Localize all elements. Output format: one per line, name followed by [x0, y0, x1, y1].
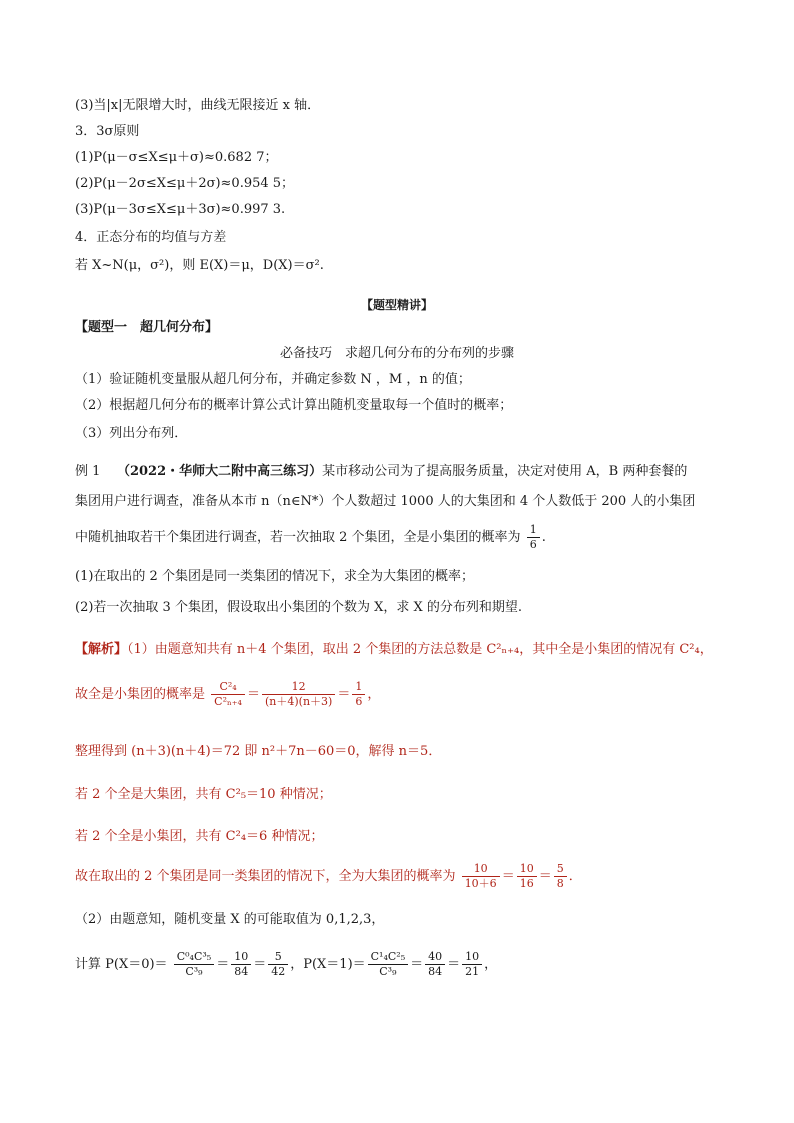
fraction-denominator: 84 — [234, 965, 249, 978]
example-text-1: 某市移动公司为了提高服务质量，决定对使用 A，B 两种套餐的 — [322, 464, 688, 479]
fraction-numerator: 10 — [517, 862, 537, 877]
heading-mean-variance: 4．正态分布的均值与方差 — [75, 230, 227, 245]
fraction — [211, 680, 245, 709]
fraction-numerator: C⁰₄C³₅ — [174, 950, 214, 965]
fraction — [554, 862, 567, 891]
fraction — [517, 862, 537, 891]
fraction-denominator: 8 — [556, 877, 564, 890]
solution-line-6: 故在取出的 2 个集团是同一类集团的情况下，全为大集团的概率为 $\frac{10}{10+6}$ ＝ $\frac{10}{16}$ ＝ $\frac{5}{8}$ ． — [75, 862, 582, 890]
solution-line-2: 故全是小集团的概率是 $\frac{\text{C²₄}}{\text{C²ₙ₊₄}}$ ＝ $\frac{12}{(n+4)(n+3)}$ ＝ $\frac{1}{6}$ ， — [75, 680, 381, 708]
fraction — [262, 680, 335, 709]
fraction — [231, 950, 251, 979]
rule-2: (2)P(μ－2σ≤X≤μ＋2σ)≈0.954 5； — [75, 176, 295, 191]
heading-3sigma: 3．3σ原则 — [75, 124, 140, 139]
solution-text-6: 故在取出的 2 个集团是同一类集团的情况下，全为大集团的概率为 — [75, 869, 456, 884]
fraction-denominator: C³₉ — [185, 965, 203, 978]
fraction-numerator: 12 — [262, 680, 335, 695]
section-title: 【题型精讲】 — [360, 298, 433, 312]
example-label: 例 1 — [75, 464, 101, 479]
skill-title: 必备技巧 求超几何分布的分布列的步骤 — [279, 346, 514, 361]
fraction-numerator: 10 — [462, 862, 500, 877]
solution-text-8: 计算 P(X＝0)＝ — [75, 957, 168, 972]
solution-tag: 【解析】 — [75, 642, 128, 657]
fraction-numerator: 40 — [425, 950, 445, 965]
solution-text-1: （1）由题意知共有 n＋4 个集团，取出 2 个集团的方法总数是 C²ₙ₊₄，其中全是小集团的情况有 C²₄， — [127, 642, 713, 657]
fraction-denominator: 21 — [465, 965, 480, 978]
fraction-denominator: 84 — [428, 965, 443, 978]
fraction-numerator: 10 — [231, 950, 251, 965]
fraction-numerator: C²₄ — [211, 680, 245, 695]
fraction — [268, 950, 288, 979]
fraction — [425, 950, 445, 979]
fraction-numerator: 5 — [554, 862, 567, 877]
fraction-denominator: (n＋4)(n＋3) — [264, 695, 333, 708]
example-line-3: 中随机抽取若干个集团进行调查，若一次抽取 2 个集团，全是小集团的概率为 $\frac{1}{6}$ . — [75, 523, 546, 551]
fraction-numerator: C¹₄C²₅ — [368, 950, 408, 965]
example-line-1 — [75, 462, 687, 482]
fraction-numerator: 1 — [527, 523, 540, 538]
step-3: （3）列出分布列． — [75, 426, 188, 441]
example-text-3: 中随机抽取若干个集团进行调查，若一次抽取 2 个集团，全是小集团的概率为 — [75, 530, 521, 545]
fraction — [368, 950, 408, 979]
example-source: （2022・华师大二附中高三练习） — [116, 464, 323, 479]
fraction-numerator: 5 — [268, 950, 288, 965]
fraction-denominator: 16 — [519, 877, 534, 890]
solution-line-1 — [75, 640, 713, 660]
step-1: （1）验证随机变量服从超几何分布，并确定参数 N ，M ，n 的值； — [75, 372, 471, 387]
question-2: (2)若一次抽取 3 个集团，假设取出小集团的个数为 X，求 X 的分布列和期望. — [75, 600, 522, 615]
question-type-heading: 【题型一 超几何分布】 — [75, 320, 219, 335]
fraction-denominator: C²ₙ₊₄ — [214, 695, 242, 708]
solution-text-2: 故全是小集团的概率是 — [75, 687, 206, 702]
solution-text-7: （2）由题意知，随机变量 X 的可能取值为 0,1,2,3， — [75, 912, 385, 927]
rule-1: (1)P(μ－σ≤X≤μ＋σ)≈0.682 7； — [75, 150, 278, 165]
solution-text-8-mid: ，P(X＝1)＝ — [290, 957, 366, 972]
solution-text-4: 若 2 个全是大集团，共有 C²₅＝10 种情况； — [75, 787, 332, 802]
fraction-denominator: 10＋6 — [464, 877, 497, 890]
property-3-line: (3)当|x|无限增大时，曲线无限接近 x 轴． — [75, 98, 321, 113]
example-text-2: 集团用户进行调查，准备从本市 n（n∈N*）个人数超过 1000 人的大集团和 4 个人数低于 200 人的小集团 — [75, 494, 696, 509]
solution-text-5: 若 2 个全是小集团，共有 C²₄＝6 种情况； — [75, 829, 324, 844]
fraction-denominator: C³₉ — [379, 965, 397, 978]
fraction-denominator: 6 — [529, 538, 537, 551]
fraction-denominator: 42 — [271, 965, 286, 978]
fraction — [462, 862, 500, 891]
fraction — [174, 950, 214, 979]
solution-line-8: 计算 P(X＝0)＝ $\frac{\text{C⁰₄C³₅}}{\text{C³₉}}$ ＝ $\frac{10}{84}$ ＝ $\frac{5}{42}$ ，P(X＝1)＝ $\frac{\text{C¹₄C²₅}}{\text{C³₉}}$ ＝ $\frac{40}{84}$ ＝ $\frac{10}{21}$ ， — [75, 950, 498, 978]
probability-fraction — [527, 523, 540, 552]
fraction — [462, 950, 482, 979]
fraction-denominator: 6 — [355, 695, 363, 708]
rule-3: (3)P(μ－3σ≤X≤μ＋3σ)≈0.997 3. — [75, 202, 286, 217]
solution-text-3: 整理得到 (n＋3)(n＋4)＝72 即 n²＋7n－60＝0，解得 n＝5． — [75, 744, 442, 759]
fraction — [352, 680, 365, 709]
question-1: (1)在取出的 2 个集团是同一类集团的情况下，求全为大集团的概率； — [75, 569, 474, 584]
step-2: （2）根据超几何分布的概率计算公式计算出随机变量取每一个值时的概率； — [75, 398, 513, 413]
fraction-numerator: 10 — [462, 950, 482, 965]
normal-mean-variance-line: 若 X~N(μ，σ²)，则 E(X)＝μ，D(X)＝σ². — [75, 258, 324, 273]
fraction-numerator: 1 — [352, 680, 365, 695]
